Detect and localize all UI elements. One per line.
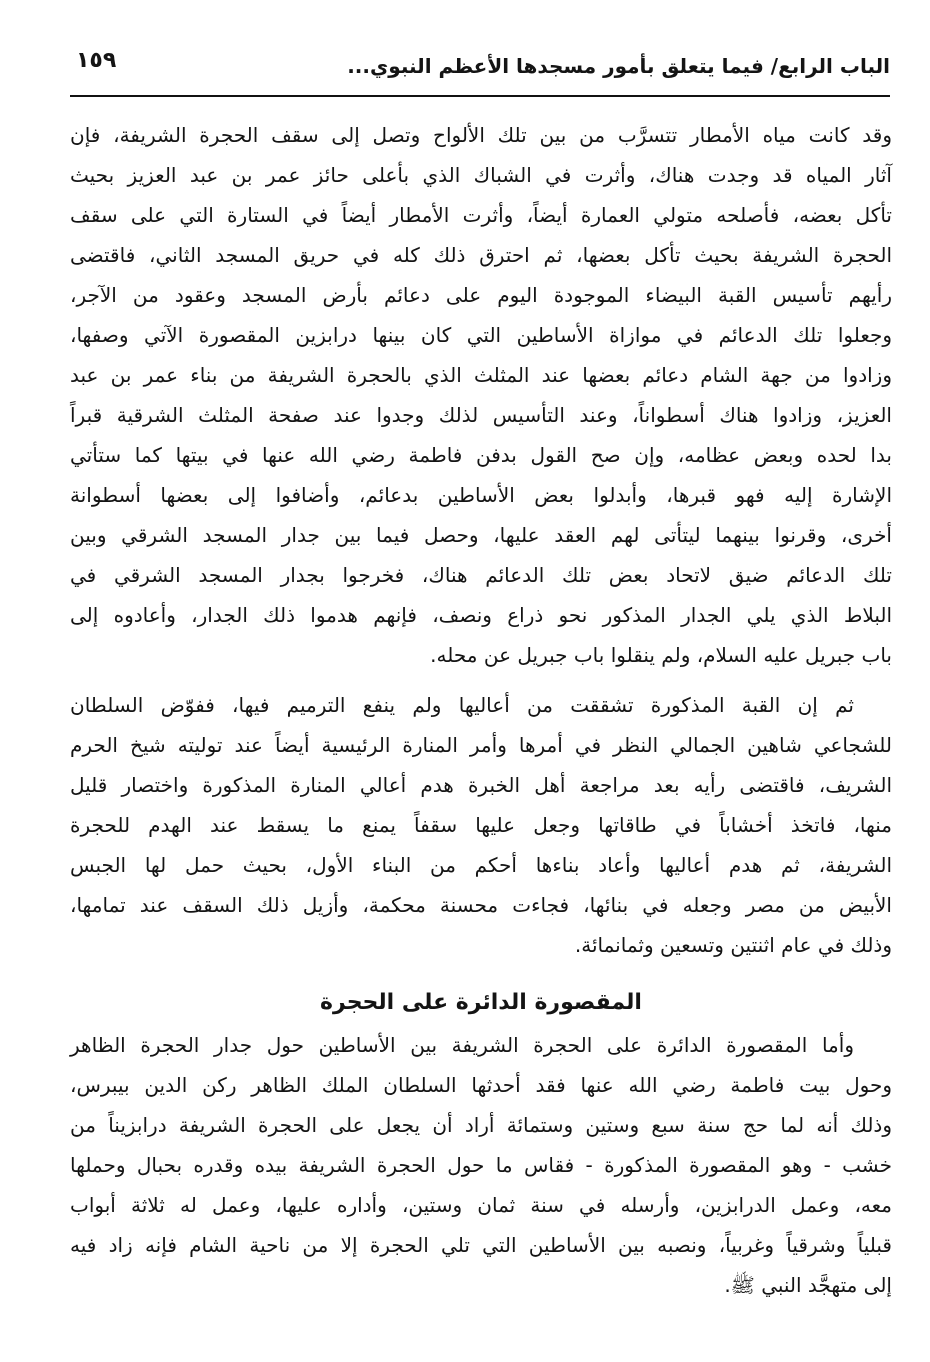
text-line: تأكل بعضه، فأصلحه متولي العمارة أيضاً، وأثرت الأمطار أيضاً في الستارة التي على سقف	[70, 203, 892, 227]
text-line: معه، وعمل الدرابزين، وأرسله في سنة ثمان وستين، وأداره عليها، وعمل له ثلاثة أبواب	[70, 1193, 892, 1217]
text-line: الشريفة، ثم هدم أعاليها وأعاد بناءها أحكم من البناء الأول، بحيث حمل لها الجبس	[70, 853, 892, 877]
text-line: الإشارة إليه فهو قبرها، وأبدلوا بعض الأساطين بدعائم، وأضافوا إلى بعضها أسطوانة	[70, 483, 892, 507]
text-line: وقد كانت مياه الأمطار تتسرَّب من بين تلك الألواح وتصل إلى سقف الحجرة الشريفة، فإن	[70, 123, 892, 147]
text-line: بدا لحده وبعض عظامه، وإن صح القول بدفن فاطمة رضي الله عنها في بيتها كما ستأتي	[70, 443, 892, 467]
text-line: للشجاعي شاهين الجمالي النظر في أمرها وأمر المنارة الرئيسية أيضاً عند توليته شيخ الحرم	[70, 733, 892, 757]
text-line: أخرى، وقرنوا بينهما ليتأتى لهم العقد عليها، وحصل فيما بين جدار المسجد الشرقي وبين	[70, 523, 892, 547]
text-line: تلك الدعائم ضيق لاتحاد بعض تلك الدعائم هناك، فخرجوا بجدار المسجد الشرقي في	[70, 563, 892, 587]
text-line: إلى متهجَّد النبي ﷺ.	[724, 1273, 892, 1297]
text-line: وجعلوا تلك الدعائم في موازاة الأساطين التي كان بينها درابزين المقصورة الآتي وصفها،	[70, 323, 892, 347]
text-line: باب جبريل عليه السلام، ولم ينقلوا باب جبريل عن محله.	[430, 643, 892, 667]
running-title: الباب الرابع/ فيما يتعلق بأمور مسجدها الأعظم النبوي...	[347, 54, 890, 78]
section-heading: المقصورة الدائرة على الحجرة	[320, 990, 642, 1015]
text-line: وذلك في عام اثنتين وتسعين وثمانمائة.	[574, 933, 892, 957]
text-line: الأبيض من مصر وجعله في بنائها، فجاءت محسنة محكمة، وأزيل ذلك السقف عند تمامها،	[70, 893, 892, 917]
page-number: ١٥٩	[76, 48, 117, 73]
text-line: وحول بيت فاطمة رضي الله عنها فقد أحدثها السلطان الملك الظاهر ركن الدين بيبرس،	[70, 1073, 892, 1097]
text-line: وأما المقصورة الدائرة على الحجرة الشريفة بين الأساطين حول جدار الحجرة الظاهر	[70, 1033, 854, 1057]
running-header	[70, 48, 890, 88]
paragraph-2	[70, 685, 892, 965]
text-line: قبلياً وشرقياً وغربياً، ونصبه بين الأساطين التي تلي الحجرة إلا من ناحية الشام فإنه زاد فيه	[70, 1233, 892, 1257]
paragraph-1	[70, 115, 892, 675]
text-line: رأيهم تأسيس القبة البيضاء الموجودة اليوم على دعائم بأرض المسجد وعقود من الآجر،	[70, 283, 892, 307]
text-line: ثم إن القبة المذكورة تشققت من أعاليها ولم ينفع الترميم فيها، ففوّض السلطان	[70, 693, 854, 717]
text-line: منها، فاتخذ أخشاباً في طاقاتها وجعل عليها سقفاً يمنع ما يسقط عند الهدم للحجرة	[70, 813, 892, 837]
text-line: وزادوا من جهة الشام دعائم بعضها عند المثلث الذي بالحجرة الشريفة من بناء عمر بن عبد	[70, 363, 892, 387]
text-line: آثار المياه قد وجدت هناك، وأثرت في الشباك الذي بأعلى حائز عمر بن عبد العزيز بحيث	[70, 163, 892, 187]
text-line: الشريف، فاقتضى رأيه بعد مراجعة أهل الخبرة هدم أعالي المنارة المذكورة واختصار قليل	[70, 773, 892, 797]
text-line: الحجرة الشريفة بحيث تأكل بعضها، ثم احترق ذلك كله في حريق المسجد الثاني، فاقتضى	[70, 243, 892, 267]
paragraph-3	[70, 1025, 892, 1305]
text-line: العزيز، وزادوا هناك أسطواناً، وعند التأسيس لذلك وجدوا عند صفحة المثلث الشرقية قبراً	[70, 403, 892, 427]
header-rule	[70, 95, 890, 97]
text-line: البلاط الذي يلي الجدار المذكور نحو ذراع ونصف، فإنهم هدموا ذلك الجدار، وأعادوه إلى	[70, 603, 892, 627]
text-line: وذلك أنه لما حج سنة سبع وستين وستمائة أراد أن يجعل على الحجرة الشريفة درابزيناً من	[70, 1113, 892, 1137]
text-line: خشب - وهو المقصورة المذكورة - فقاس ما حول الحجرة الشريفة بيده وقدره بحبال وحملها	[70, 1153, 892, 1177]
